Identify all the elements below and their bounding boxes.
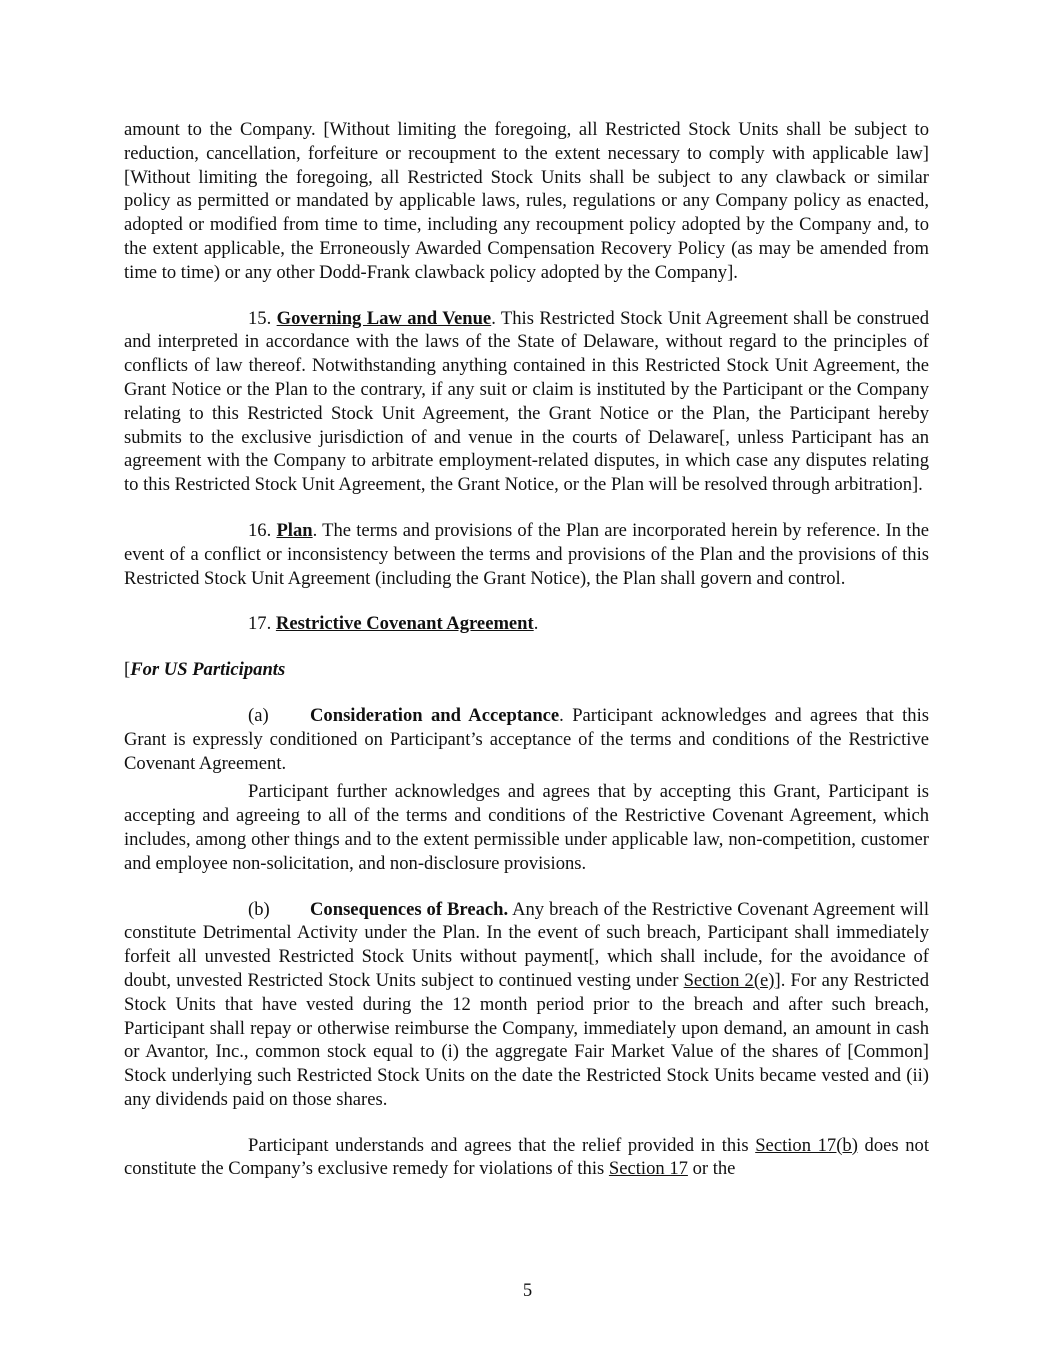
section-17 [124, 612, 929, 636]
section-17-heading: Restrictive Covenant Agreement [275, 613, 534, 635]
section-16-body: . The terms and provisions of the Plan are incorporated herein by reference. In the event of a conflict or inconsistency between the terms and provisions of the Plan and the provisions of this Restricted Stock Unit Agreement (including the Grant Notice), the Plan shall govern and control. [124, 519, 929, 589]
subsection-b-label: (b) [248, 898, 270, 920]
section-17-link[interactable]: Section 17 [608, 1158, 688, 1180]
us-bracket: [ [124, 659, 131, 681]
section-2e-link[interactable]: Section 2(e) [683, 969, 775, 991]
section-17-period: . [533, 613, 539, 635]
final-text-3: or the [687, 1158, 736, 1180]
section-16-heading: Plan [276, 519, 313, 541]
subsection-b-body-1: Any breach of the Restrictive Covenant Agreement will constitute Detrimental Activity under the Plan. In the event of such breach, Participant shall immediately forfeit all unvested Restricted Stock Units without payment[, which shall include, for the avoidance of doubt, unvested Restricted Stock Units subject to continued vesting under [124, 898, 929, 991]
section-15-body: . This Restricted Stock Unit Agreement shall be construed and interpreted in accordance with the laws of the State of Delaware, without regard to the principles of conflicts of law thereof. Notwithstanding anything contained in this Restricted Stock Unit Agreement, the Grant Notice or the Plan to the contrary, if any suit or claim is instituted by the Participant or the Company relating to this Restricted Stock Unit Agreement, the Grant Notice or the Plan, the Participant hereby submits to the exclusive jurisdiction of and venue in the courts of Delaware[, unless Participant has an agreement with the Company to arbitrate employment-related disputes, in which case any disputes relating to this Restricted Stock Unit Agreement, the Grant Notice, or the Plan will be resolved through arbitration]. [124, 307, 929, 496]
us-participants-heading [124, 658, 929, 682]
page-number: 5 [522, 1280, 533, 1301]
final-text-2: does not constitute the Company’s exclusive remedy for violations of this [124, 1134, 930, 1180]
paragraph-intro: amount to the Company. [Without limiting the foregoing, all Restricted Stock Units shall be subject to reduction, cancellation, forfeiture or recoupment to the extent necessary to comply with applicable law] [Without limiting the foregoing, all Restricted Stock Units shall be subject to any clawback or similar policy as permitted or mandated by applicable laws, rules, regulations or any Company policy as enacted, adopted or modified from time to time, including any recoupment policy adopted by the Company and, to the extent applicable, the Erroneously Awarded Compensation Recovery Policy (as may be amended from time to time) or any other Dodd-Frank clawback policy adopted by the Company]. [124, 119, 929, 283]
us-heading-text: For US Participants [130, 659, 286, 681]
final-text-1: Participant understands and agrees that the relief provided in this [248, 1134, 756, 1156]
section-17b-link[interactable]: Section 17(b) [755, 1134, 858, 1156]
subsection-a [124, 704, 929, 775]
document-page [124, 118, 929, 1181]
subsection-b-heading: Consequences of Breach. [310, 898, 509, 920]
subsection-a-label: (a) [248, 704, 269, 726]
subsection-a-body: . Participant acknowledges and agrees that this Grant is expressly conditioned on Participant’s acceptance of the terms and conditions of the Restrictive Covenant Agreement. [124, 704, 929, 774]
subsection-a-heading: Consideration and Acceptance [310, 704, 560, 726]
subsection-b [124, 898, 929, 1112]
section-15-number: 15. [248, 307, 277, 329]
section-17-number: 17. [248, 613, 276, 635]
final-paragraph [124, 1134, 929, 1182]
subsection-b-body-2: ]. For any Restricted Stock Units that have vested during the 12 month period prior to the breach and after such breach, Participant shall repay or otherwise reimburse the Company, immediately upon demand, an amount in cash or Avantor, Inc., common stock equal to (i) the aggregate Fair Market Value of the shares of [Common] Stock underlying such Restricted Stock Units on the date the Restricted Stock Units became vested and (ii) any dividends paid on those shares. [124, 969, 929, 1110]
section-15 [124, 307, 929, 497]
section-15-heading: Governing Law and Venue [276, 307, 492, 329]
section-16 [124, 519, 929, 590]
subsection-a-paragraph-2: Participant further acknowledges and agrees that by accepting this Grant, Participant is accepting and agreeing to all of the terms and conditions of the Restrictive Covenant Agreement, which includes, among other things and to the extent permissible under applicable law, non-competition, customer and employee non-solicitation, and non-disclosure provisions. [124, 781, 929, 874]
section-16-number: 16. [248, 519, 277, 541]
